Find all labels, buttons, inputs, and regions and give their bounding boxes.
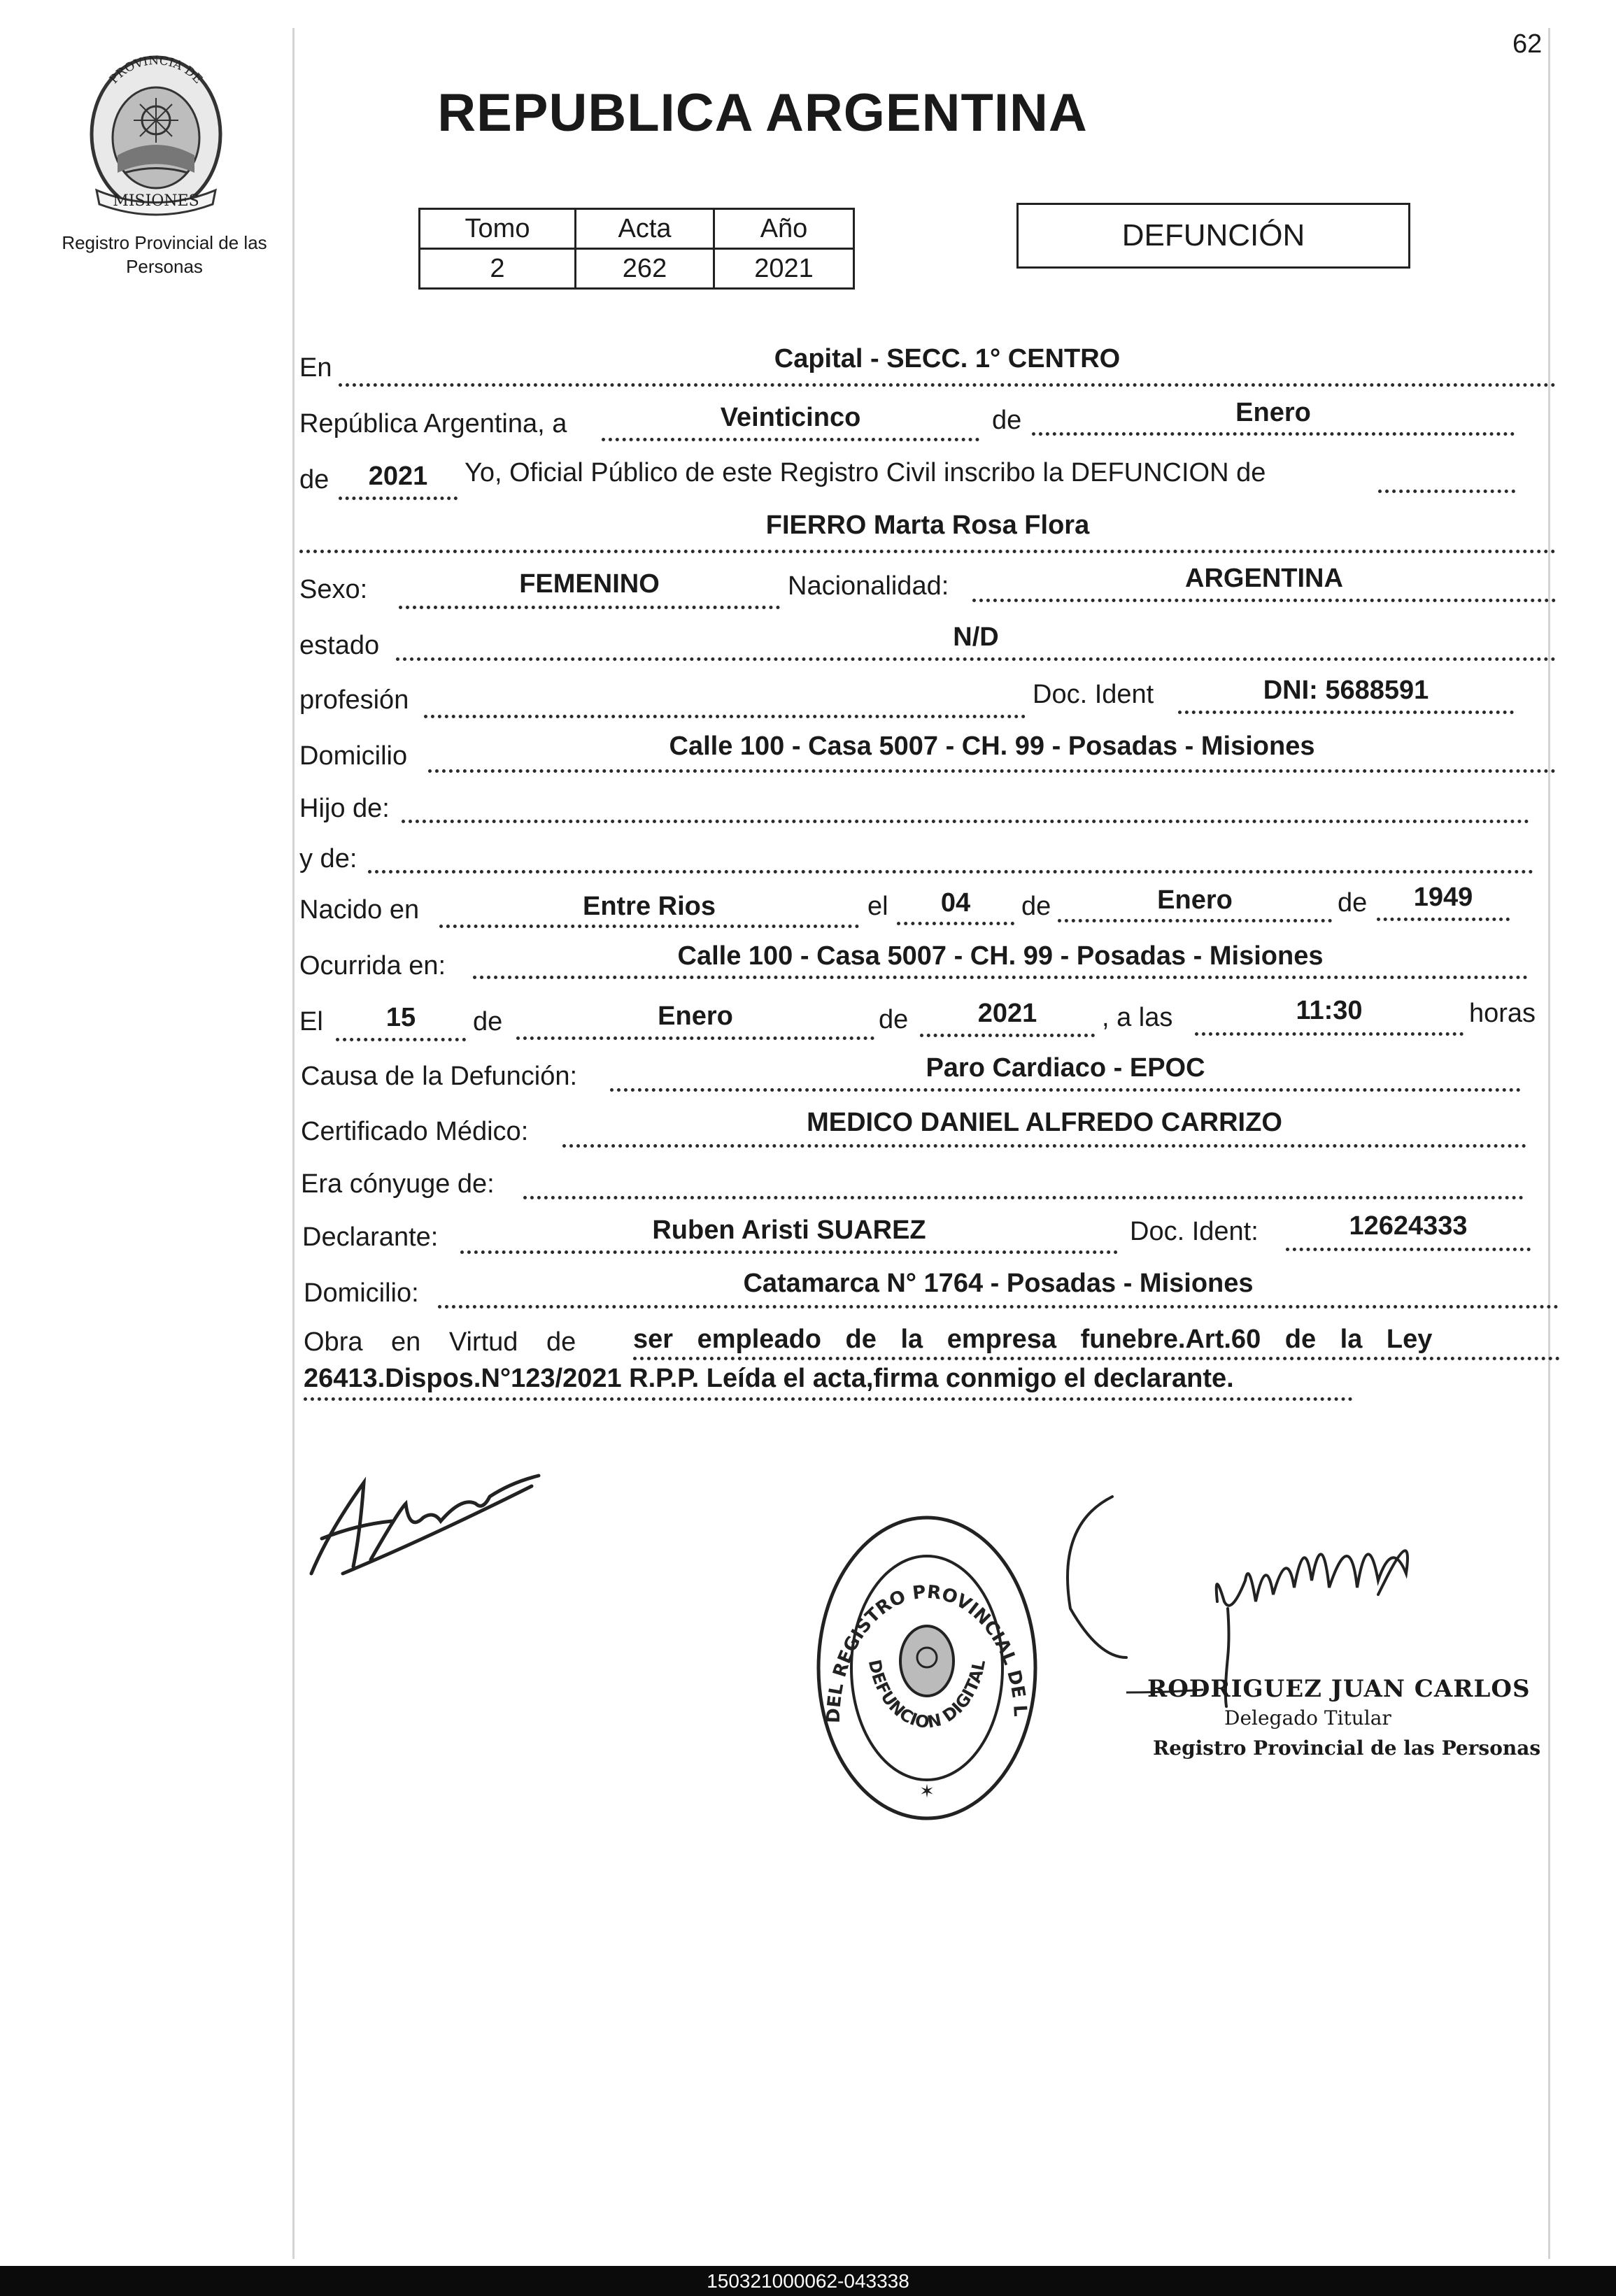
label-de: de [992, 406, 1022, 435]
obra-text-line1: ser empleado de la empresa funebre.Art.60 de la Ley [633, 1325, 1433, 1354]
dotted-line [516, 1036, 874, 1040]
dotted-line [1058, 919, 1332, 922]
birth-place-value: Entre Rios [582, 892, 716, 921]
label-de: de [879, 1005, 909, 1034]
label-sexo: Sexo: [299, 575, 368, 604]
death-time-value: 11:30 [1296, 996, 1363, 1025]
label-estado: estado [299, 631, 380, 660]
label-hijo-de: Hijo de: [299, 794, 390, 823]
dotted-line [368, 870, 1533, 874]
label-en: En [299, 353, 332, 383]
dotted-line [439, 925, 859, 928]
svg-text:PROVINCIA DE: PROVINCIA DE [106, 53, 206, 87]
label-ocurrida-en: Ocurrida en: [299, 951, 446, 981]
label-official-statement: Yo, Oficial Público de este Registro Civil inscribo la DEFUNCION de [465, 458, 1266, 487]
dotted-line [897, 922, 1014, 925]
dotted-line [1378, 490, 1515, 493]
label-a-las: , a las [1102, 1003, 1173, 1032]
place-value: Capital - SECC. 1° CENTRO [774, 344, 1121, 373]
declarant-address-value: Catamarca N° 1764 - Posadas - Misiones [743, 1269, 1254, 1298]
official-role: Delegado Titular [1224, 1706, 1391, 1730]
dotted-line [523, 1196, 1524, 1199]
left-margin-line [292, 28, 295, 2259]
registry-name: Registro Provincial de las Personas [62, 232, 267, 277]
dotted-line [299, 550, 1556, 553]
label-nacido-en: Nacido en [299, 895, 420, 925]
dotted-line [336, 1038, 466, 1041]
header-anio: Año [714, 209, 854, 249]
sex-value: FEMENINO [519, 569, 660, 599]
birth-day-value: 04 [940, 888, 971, 918]
label-obra: Obra en Virtud de [304, 1327, 576, 1357]
label-el: el [867, 892, 888, 921]
dotted-line [428, 769, 1556, 773]
label-certificado: Certificado Médico: [301, 1117, 529, 1146]
year-value: 2021 [368, 462, 428, 491]
registry-header-row [420, 209, 854, 249]
label-y-de: y de: [299, 844, 357, 874]
dotted-line [633, 1357, 1560, 1360]
death-day-value: 15 [385, 1003, 416, 1032]
svg-text:✶: ✶ [919, 1781, 935, 1802]
birth-month-value: Enero [1157, 885, 1233, 915]
label-de: de [1338, 888, 1368, 918]
label-domicilio: Domicilio [299, 741, 408, 771]
dotted-line [562, 1144, 1526, 1148]
dotted-line [304, 1397, 1353, 1401]
dotted-line [438, 1305, 1559, 1309]
value-tomo: 2 [420, 249, 576, 289]
death-place-value: Calle 100 - Casa 5007 - CH. 99 - Posadas - Misiones [677, 941, 1324, 971]
dotted-line [339, 383, 1556, 387]
obra-text-line2: 26413.Dispos.N°123/2021 R.P.P. Leída el acta,firma conmigo el declarante. [304, 1364, 1234, 1393]
official-stamp [811, 1511, 1042, 1825]
doc-ident-value: DNI: 5688591 [1263, 676, 1429, 705]
dotted-line [920, 1034, 1095, 1037]
label-conyuge: Era cónyuge de: [301, 1169, 495, 1199]
dotted-line [972, 599, 1556, 602]
header-tomo: Tomo [420, 209, 576, 249]
dotted-line [424, 715, 1026, 718]
marital-status-value: N/D [953, 622, 999, 652]
nationality-value: ARGENTINA [1185, 564, 1343, 593]
label-republica: República Argentina, a [299, 409, 567, 438]
barcode-bar: 150321000062-043338 [0, 2266, 1616, 2296]
official-institution: Registro Provincial de las Personas [1153, 1737, 1541, 1760]
label-doc-ident: Doc. Ident: [1130, 1217, 1259, 1246]
label-declarante: Declarante: [302, 1222, 439, 1252]
dotted-line [399, 606, 780, 609]
registry-value-row [420, 249, 854, 289]
label-doc-ident: Doc. Ident [1033, 680, 1154, 709]
medical-certificate-value: MEDICO DANIEL ALFREDO CARRIZO [807, 1108, 1282, 1137]
dotted-line [1377, 918, 1510, 921]
address-value: Calle 100 - Casa 5007 - CH. 99 - Posadas - Misiones [669, 732, 1315, 761]
registry-table [418, 208, 855, 290]
dotted-line [339, 497, 458, 500]
declarant-signature [301, 1455, 553, 1588]
value-acta: 262 [576, 249, 714, 289]
label-horas: horas [1469, 999, 1536, 1028]
label-de: de [299, 465, 329, 494]
dotted-line [602, 438, 979, 441]
deceased-name-value: FIERRO Marta Rosa Flora [765, 511, 1090, 540]
death-month-value: Enero [658, 1001, 733, 1031]
document-type: DEFUNCIÓN [1016, 203, 1410, 269]
birth-year-value: 1949 [1413, 883, 1473, 912]
dotted-line [1178, 711, 1514, 714]
header-acta: Acta [576, 209, 714, 249]
stamp-inner-text: DEFUNCION DIGITAL [864, 1657, 990, 1732]
dotted-line [1286, 1248, 1531, 1251]
label-profesion: profesión [299, 685, 409, 715]
label-nacionalidad: Nacionalidad: [788, 571, 949, 601]
value-anio: 2021 [714, 249, 854, 289]
label-domicilio: Domicilio: [304, 1278, 419, 1308]
dotted-line [610, 1088, 1521, 1092]
day-text-value: Veinticinco [720, 403, 861, 432]
dotted-line [396, 657, 1556, 661]
label-el: El [299, 1007, 323, 1036]
label-de: de [1021, 892, 1051, 921]
label-de: de [473, 1007, 503, 1036]
dotted-line [460, 1250, 1118, 1254]
label-causa: Causa de la Defunción: [301, 1062, 578, 1091]
dotted-line [473, 976, 1528, 979]
declarant-value: Ruben Aristi SUAREZ [652, 1215, 926, 1245]
page-number: 62 [1512, 29, 1543, 59]
dotted-line [1195, 1032, 1463, 1036]
dotted-line [402, 820, 1529, 823]
official-name: RODRIGUEZ JUAN CARLOS [1147, 1675, 1531, 1703]
cause-value: Paro Cardiaco - EPOC [926, 1053, 1205, 1083]
page-title: REPUBLICA ARGENTINA [437, 83, 1088, 143]
declarant-doc-value: 12624333 [1349, 1211, 1468, 1241]
death-year-value: 2021 [977, 999, 1037, 1028]
dotted-line [1032, 432, 1515, 436]
month-value: Enero [1235, 398, 1311, 427]
svg-text:MISIONES: MISIONES [113, 192, 199, 210]
stamp-outer-text: DEL REGISTRO PROVINCIAL DE L [823, 1581, 1031, 1724]
